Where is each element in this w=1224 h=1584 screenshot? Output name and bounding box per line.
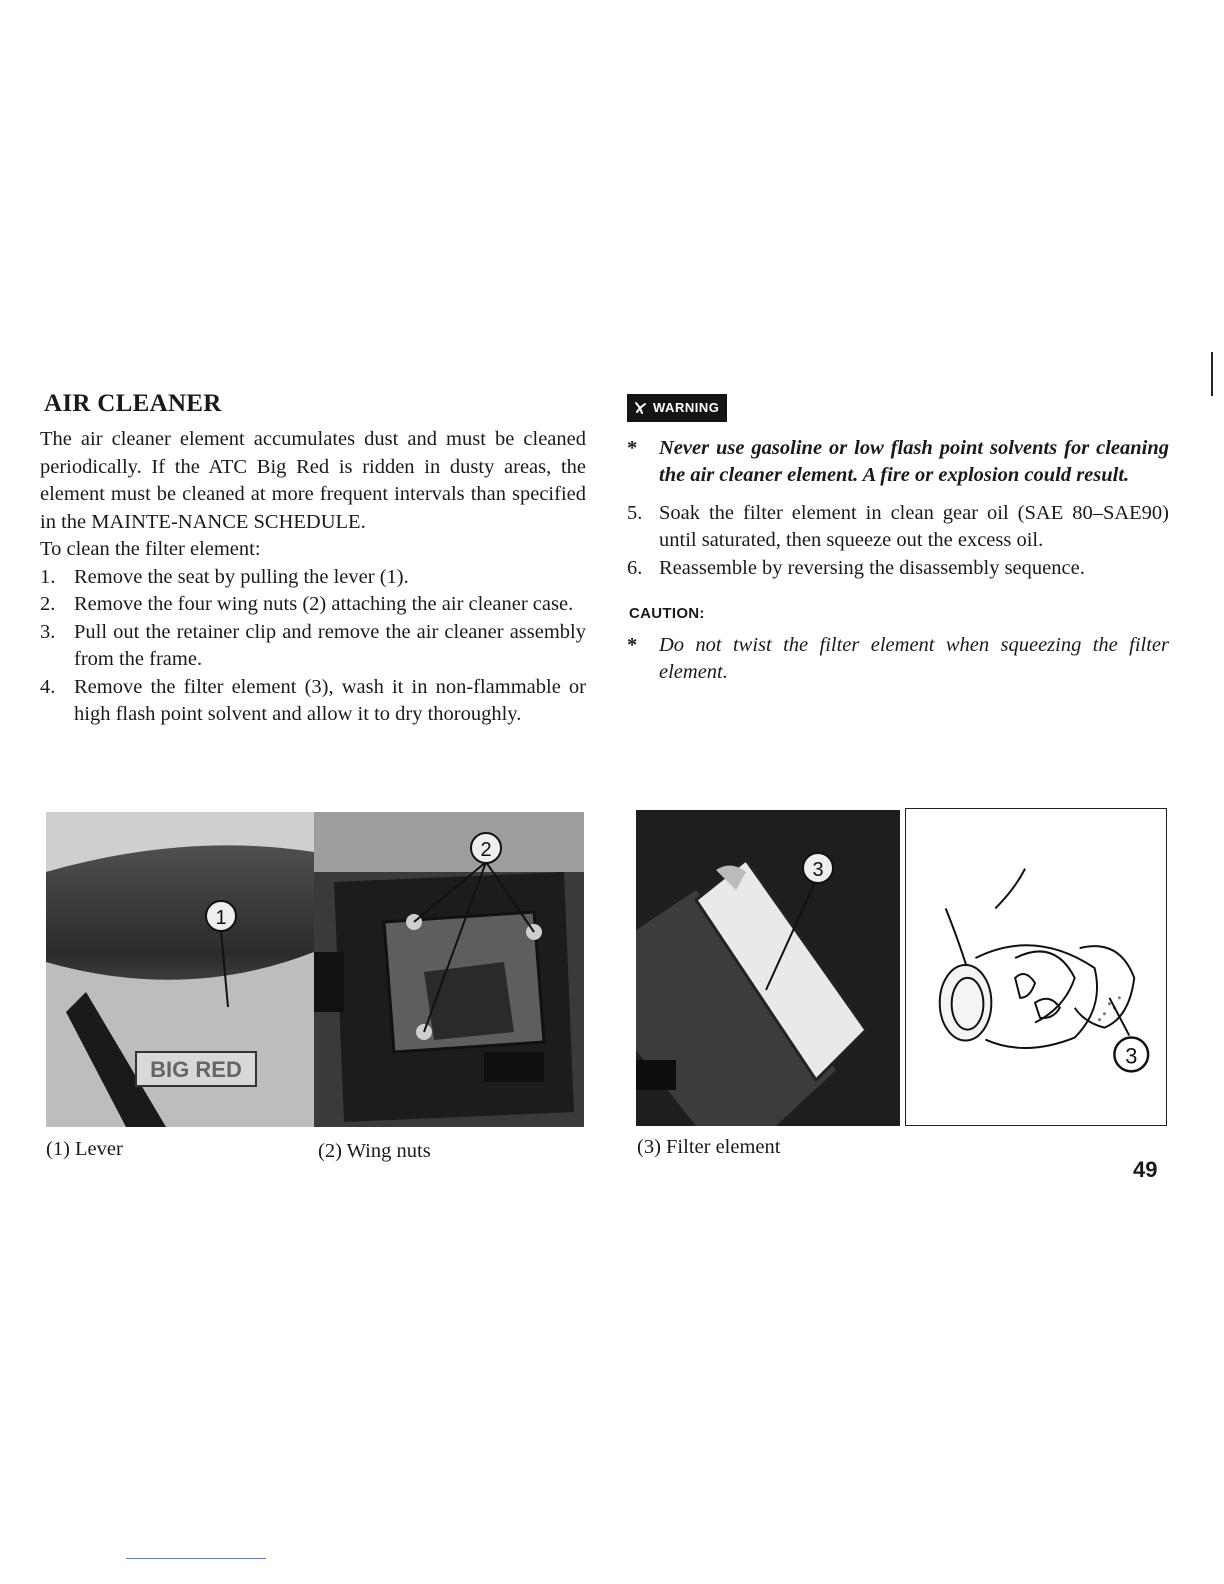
caution-text: * Do not twist the filter element when squeezing the filter element.: [627, 633, 1169, 683]
step-item: 4. Remove the filter element (3), wash it in non-flammable or high flash point solvent and allow it to dry thoroughly.: [40, 675, 586, 725]
callout-1: 1: [215, 907, 227, 929]
warning-hand-icon: [633, 400, 649, 416]
callout-2: 2: [480, 839, 492, 861]
caption-filter-element: (3) Filter element: [637, 1136, 781, 1158]
callout-3: 3: [812, 859, 824, 881]
step-item: 2. Remove the four wing nuts (2) attaching the air cleaner case.: [40, 593, 574, 615]
right-column: [627, 394, 1169, 687]
steps-list-left: [40, 564, 586, 729]
intro-paragraph: The air cleaner element accumulates dust and must be cleaned periodically. If the ATC Big Red is ridden in dusty areas, the element must be cleaned at more frequent intervals than specified in the MAINTE-NANCE SCHEDULE.: [40, 428, 586, 533]
section-title: AIR CLEANER: [44, 390, 222, 417]
steps-list-right: [627, 500, 1169, 583]
photo-wing-nuts: [314, 812, 584, 1127]
step-item: 1. Remove the seat by pulling the lever (1).: [40, 565, 409, 588]
illustration-squeezing: [905, 808, 1167, 1126]
photo-filter-element: [636, 810, 900, 1126]
step-item: 3. Pull out the retainer clip and remove the air cleaner assembly from the frame.: [40, 620, 586, 670]
left-column: [40, 426, 586, 729]
warning-badge: WARNING: [627, 394, 727, 422]
caption-wing-nuts: (2) Wing nuts: [318, 1140, 431, 1162]
caption-lever: (1) Lever: [46, 1138, 123, 1160]
callout-3b: 3: [1125, 1043, 1138, 1069]
photo-seat-lever: [46, 812, 314, 1127]
lead-in-text: To clean the filter element:: [40, 538, 261, 560]
decal-text: BIG RED: [150, 1057, 242, 1082]
step-item: 6. Reassemble by reversing the disassembly sequence.: [627, 556, 1085, 579]
caution-label: CAUTION:: [629, 605, 705, 622]
step-item: 5. Soak the filter element in clean gear oil (SAE 80–SAE90) until saturated, then squeeze out the excess oil.: [627, 501, 1169, 551]
margin-mark: [1211, 352, 1213, 396]
page-number: 49: [1133, 1157, 1158, 1182]
warning-text: * Never use gasoline or low flash point solvents for cleaning the air cleaner element. A fire or explosion could result.: [627, 436, 1169, 486]
footer-rule: [126, 1558, 266, 1559]
